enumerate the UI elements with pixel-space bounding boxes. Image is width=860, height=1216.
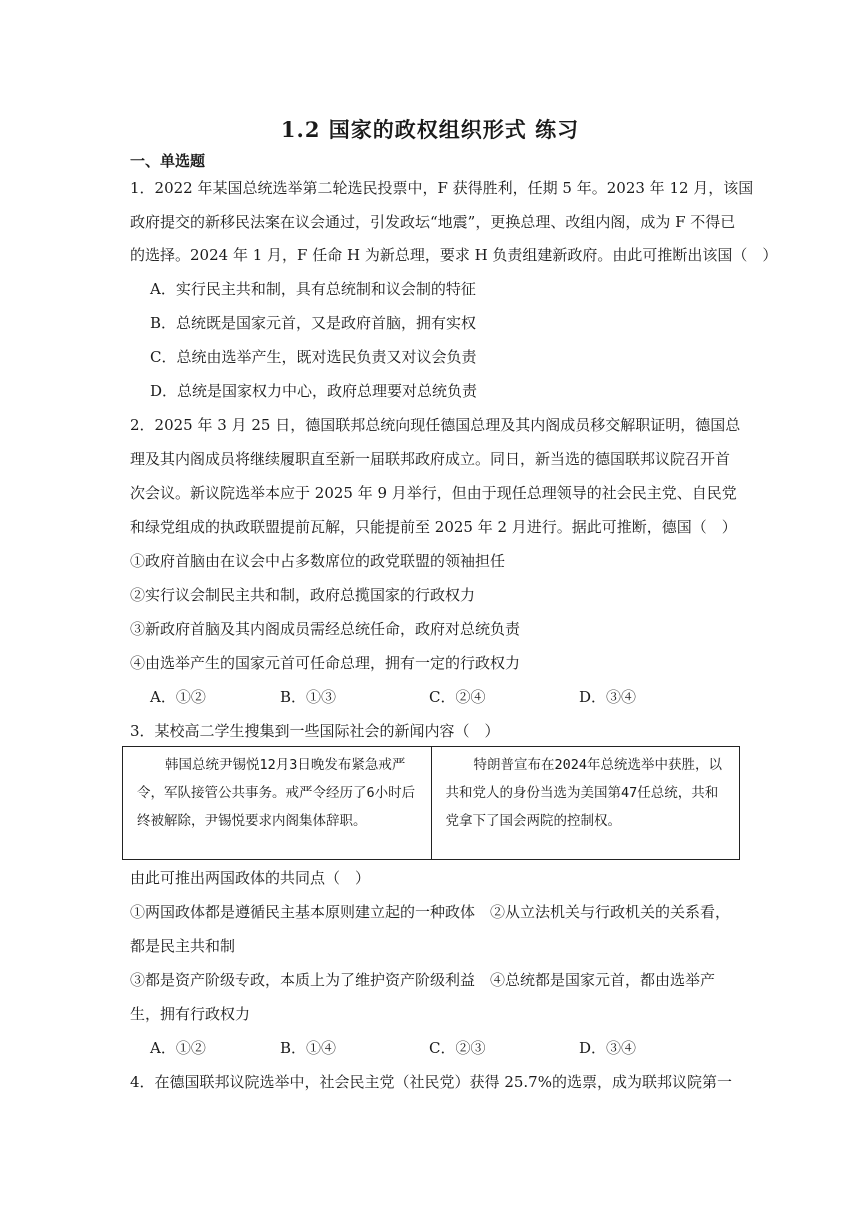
q3-choice-a[interactable]: A．①② bbox=[150, 1039, 206, 1057]
news-cell-korea bbox=[123, 747, 432, 860]
q1-option-a[interactable]: A．实行民主共和制，具有总统制和议会制的特征 bbox=[150, 280, 476, 298]
q1-option-c[interactable]: C．总统由选举产生，既对选民负责又对议会负责 bbox=[150, 348, 477, 366]
q2-line-3: 次会议。新议院选举本应于 2025 年 9 月举行，但由于现任总理领导的社会民主党、自民党 bbox=[130, 484, 737, 502]
q3-choice-b[interactable]: B．①④ bbox=[280, 1039, 337, 1057]
q2-choice-d[interactable]: D．③④ bbox=[579, 688, 637, 706]
q2-statement-3: ③新政府首脑及其内阁成员需经总统任命，政府对总统负责 bbox=[130, 620, 521, 638]
news-table bbox=[122, 746, 740, 860]
q2-line-2: 理及其内阁成员将继续履职直至新一届联邦政府成立。同日，新当选的德国联邦议院召开首 bbox=[130, 450, 731, 468]
q3-choice-d[interactable]: D．③④ bbox=[579, 1039, 637, 1057]
q3-stem: 3．某校高二学生搜集到一些国际社会的新闻内容（ ） bbox=[130, 722, 500, 740]
q2-statement-1: ①政府首脑由在议会中占多数席位的政党联盟的领袖担任 bbox=[130, 552, 506, 570]
q2-choice-a[interactable]: A．①② bbox=[150, 688, 206, 706]
q2-line-1: 2．2025 年 3 月 25 日，德国联邦总统向现任德国总理及其内阁成员移交解职证明，德国总 bbox=[130, 416, 741, 434]
page-title: 1.2 国家的政权组织形式 练习 bbox=[280, 117, 580, 142]
q1-line-1: 1．2022 年某国总统选举第二轮选民投票中，F 获得胜利，任期 5 年。2023 年 12 月，该国 bbox=[130, 179, 754, 197]
news-korea-text: 韩国总统尹锡悦12月3日晚发布紧急戒严令，军队接管公共事务。戒严令经历了6小时后终被解除，尹锡悦要求内阁集体辞职。 bbox=[137, 757, 416, 829]
news-usa-text: 特朗普宣布在2024年总统选举中获胜，以共和党人的身份当选为美国第47任总统，共和党拿下了国会两院的控制权。 bbox=[445, 757, 723, 829]
q2-choice-b[interactable]: B．①③ bbox=[280, 688, 337, 706]
q2-statement-4: ④由选举产生的国家元首可任命总理，拥有一定的行政权力 bbox=[130, 654, 521, 672]
q3-line-4: 生，拥有行政权力 bbox=[130, 1005, 251, 1023]
q1-line-3: 的选择。2024 年 1 月，F 任命 H 为新总理，要求 H 负责组建新政府。由此可推断出该国（ ） bbox=[130, 246, 778, 264]
q4-line-1: 4．在德国联邦议院选举中，社会民主党（社民党）获得 25.7%的选票，成为联邦议院第一 bbox=[130, 1073, 732, 1091]
q3-question: 由此可推出两国政体的共同点（ ） bbox=[130, 869, 371, 887]
q3-line-1: ①两国政体都是遵循民主基本原则建立起的一种政体 ②从立法机关与行政机关的关系看， bbox=[130, 903, 731, 921]
q1-option-d[interactable]: D．总统是国家权力中心，政府总理要对总统负责 bbox=[150, 382, 478, 400]
q1-option-b[interactable]: B．总统既是国家元首，又是政府首脑，拥有实权 bbox=[150, 314, 477, 332]
q3-line-2: 都是民主共和制 bbox=[130, 937, 236, 955]
q1-line-2: 政府提交的新移民法案在议会通过，引发政坛“地震”，更换总理、改组内阁，成为 F 不得已 bbox=[130, 213, 736, 231]
q2-choice-c[interactable]: C．②④ bbox=[429, 688, 486, 706]
q2-line-4: 和绿党组成的执政联盟提前瓦解，只能提前至 2025 年 2 月进行。据此可推断，德国（ ） bbox=[130, 518, 737, 536]
q2-statement-2: ②实行议会制民主共和制，政府总揽国家的行政权力 bbox=[130, 586, 476, 604]
news-cell-usa bbox=[431, 747, 740, 860]
section-heading: 一、单选题 bbox=[130, 152, 206, 170]
q3-choice-c[interactable]: C．②③ bbox=[429, 1039, 486, 1057]
q3-line-3: ③都是资产阶级专政，本质上为了维护资产阶级利益 ④总统都是国家元首，都由选举产 bbox=[130, 971, 716, 989]
